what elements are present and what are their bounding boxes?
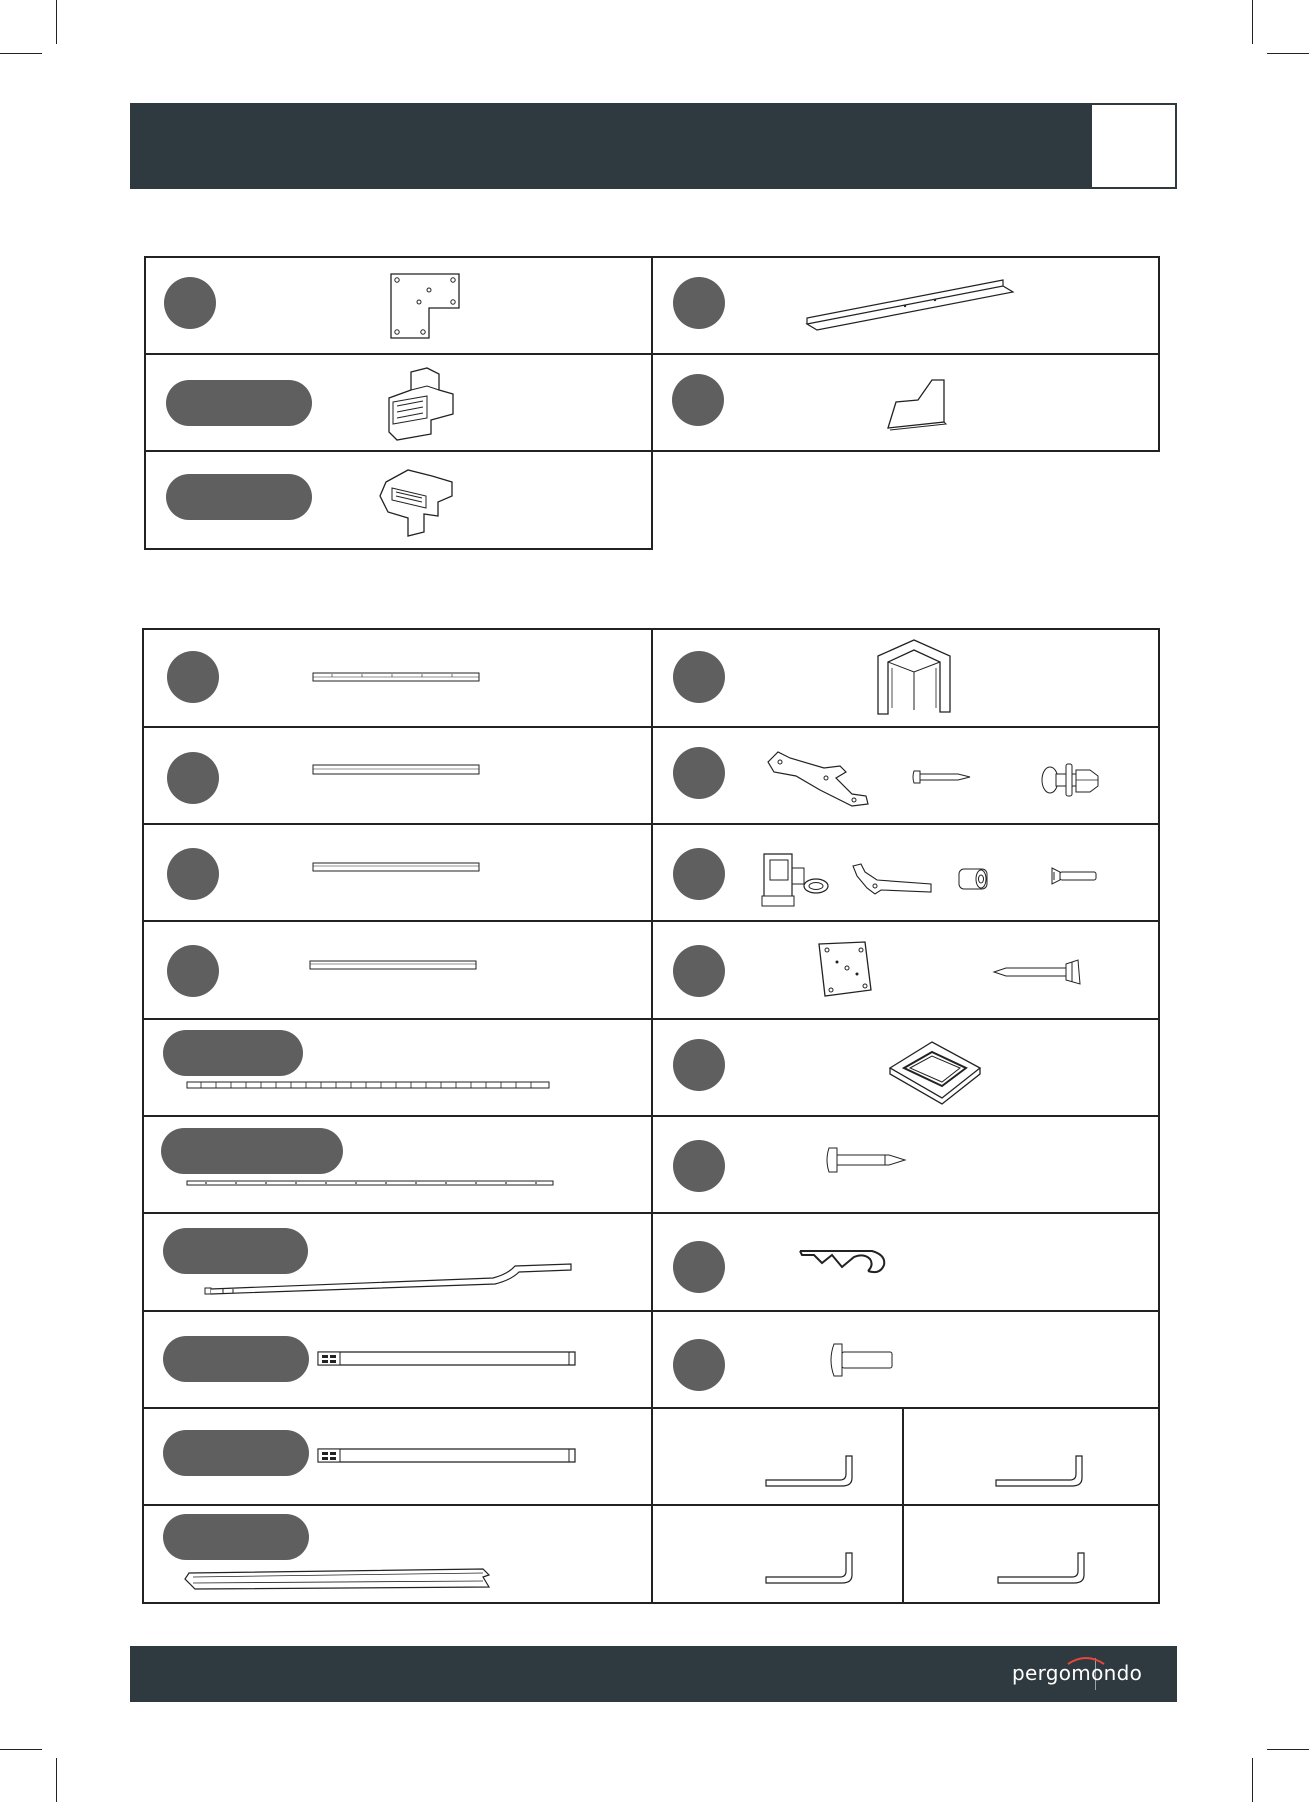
profile-bar-icon [312, 672, 480, 684]
part-number-badge [166, 380, 312, 426]
part-number-badge [164, 277, 216, 329]
part-number-badge [673, 1339, 725, 1391]
l-mounting-plate-icon [385, 272, 465, 342]
screw-icon [912, 768, 972, 786]
part-number-badge [673, 651, 725, 703]
countersunk-screw-icon [1050, 866, 1098, 886]
part-number-badge [673, 848, 725, 900]
hex-key-icon [762, 1551, 854, 1585]
latch-arm-icon [851, 862, 933, 896]
part-number-badge [163, 1430, 309, 1476]
part-number-badge [161, 1128, 343, 1174]
part-number-badge [672, 374, 724, 426]
profile-bar-icon [312, 764, 480, 776]
profile-bar-icon [309, 960, 477, 972]
brand-logo [1012, 1661, 1142, 1685]
part-number-badge [673, 1039, 725, 1091]
part-number-badge [673, 1241, 725, 1293]
header-bar [130, 103, 1090, 189]
part-number-badge [673, 747, 725, 799]
brand-logo-text: pergomondo [1012, 1661, 1143, 1685]
corner-connector-icon [378, 466, 470, 538]
hinge-strip-icon [186, 1081, 550, 1091]
part-number-badge [167, 848, 219, 900]
hex-key-icon [994, 1551, 1086, 1585]
part-number-badge [673, 1140, 725, 1192]
corner-connector-icon [383, 368, 463, 440]
profile-bar-icon [312, 862, 480, 874]
bolt-icon [828, 1342, 896, 1378]
motor-mount-icon [760, 850, 832, 910]
gutter-profile-icon [183, 1563, 493, 1593]
angle-rail-icon [805, 280, 1015, 330]
spring-clip-icon [798, 1247, 888, 1279]
base-plate-icon [813, 940, 875, 998]
corner-cap-icon [876, 638, 952, 716]
bracket-plate-icon [766, 750, 870, 808]
hex-key-icon [992, 1454, 1084, 1488]
part-number-badge [163, 1514, 309, 1560]
part-number-badge [673, 277, 725, 329]
shim-plate-icon [886, 378, 948, 430]
part-number-badge [166, 474, 312, 520]
part-number-badge [167, 651, 219, 703]
part-number-badge [167, 945, 219, 997]
bolt-nut-icon [1040, 760, 1110, 802]
part-number-badge [673, 945, 725, 997]
part-number-badge [163, 1336, 309, 1382]
page-number-box [1090, 103, 1177, 189]
hex-key-icon [762, 1454, 854, 1488]
channel-bar-icon [317, 1350, 577, 1368]
part-number-badge [163, 1030, 303, 1076]
channel-bar-icon [317, 1447, 577, 1465]
post-cap-icon [888, 1040, 984, 1104]
spacer-sleeve-icon [955, 866, 991, 892]
part-number-badge [167, 752, 219, 804]
brand-logo-arc-icon [1066, 1655, 1106, 1665]
drive-rod-icon [203, 1262, 573, 1298]
hinge-strip-icon [186, 1180, 554, 1188]
long-screw-icon [992, 958, 1090, 986]
screw-icon [825, 1146, 907, 1174]
